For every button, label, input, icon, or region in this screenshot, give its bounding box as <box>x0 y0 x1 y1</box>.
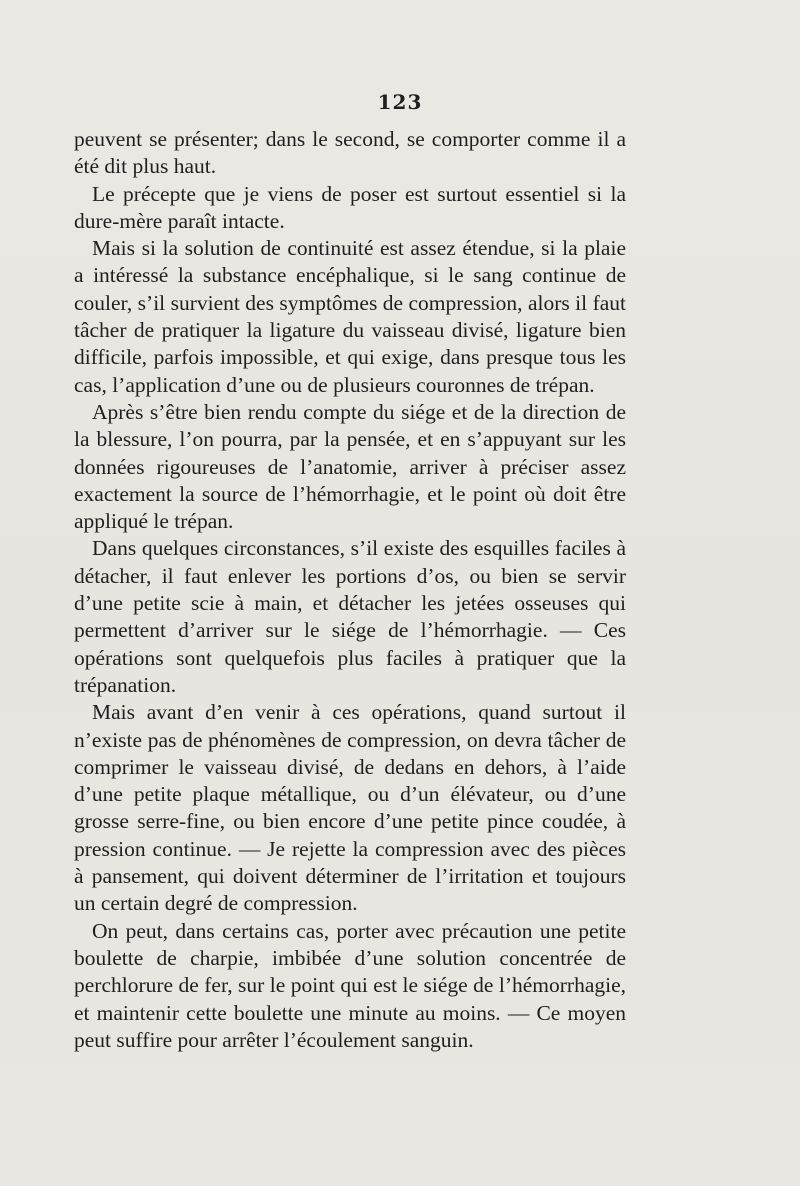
page-number: 123 <box>377 90 423 114</box>
paragraph-3: Mais si la solution de continuité est assez étendue, si la plaie a intéressé la substance encéphalique, si le sang continue de couler, s’il survient des symptômes de compression, alors il faut tâcher de pratiquer la ligature du vaisseau divisé, ligature bien difficile, parfois impossible, et qui exige, dans presque tous les cas, l’application d’une ou de plusieurs couronnes de trépan. <box>74 236 626 397</box>
paragraph-7: On peut, dans certains cas, porter avec précaution une petite boulette de charpie, imbibée d’une solution concentrée de perchlorure de fer, sur le point qui est le siége de l’hémorrhagie, et maintenir cette boulette une minute au moins. — Ce moyen peut suffire pour arrêter l’écoulement sanguin. <box>74 918 626 1052</box>
body-text <box>74 126 626 1054</box>
paragraph-6: Mais avant d’en venir à ces opérations, quand surtout il n’existe pas de phénomènes de compression, on devra tâcher de comprimer le vaisseau divisé, de dedans en dehors, à l’aide d’une petite plaque métallique, ou d’un élévateur, ou d’une grosse serre-fine, ou bien encore d’une petite pince coudée, à pression continue. — Je rejette la compression avec des pièces à pansement, qui doivent déterminer de l’irritation et toujours un certain degré de compression. <box>74 700 626 916</box>
paragraph-2: Le précepte que je viens de poser est surtout essentiel si la dure-mère paraît intacte. <box>74 181 626 233</box>
paragraph-5: Dans quelques circonstances, s’il existe des esquilles faciles à détacher, il faut enlever les portions d’os, ou bien se servir d’une petite scie à main, et détacher les jetées osseuses qui permettent d’arriver sur le siége de l’hémorrhagie. — Ces opérations sont quelquefois plus faciles à pratiquer que la trépanation. <box>74 536 626 697</box>
paragraph-4: Après s’être bien rendu compte du siége et de la direction de la blessure, l’on pourra, par la pensée, et en s’appuyant sur les données rigoureuses de l’anatomie, arriver à préciser assez exactement la source de l’hémorrhagie, et le point où doit être appliqué le trépan. <box>74 399 626 534</box>
paragraph-1: peuvent se présenter; dans le second, se comporter comme il a été dit plus haut. <box>74 127 626 179</box>
